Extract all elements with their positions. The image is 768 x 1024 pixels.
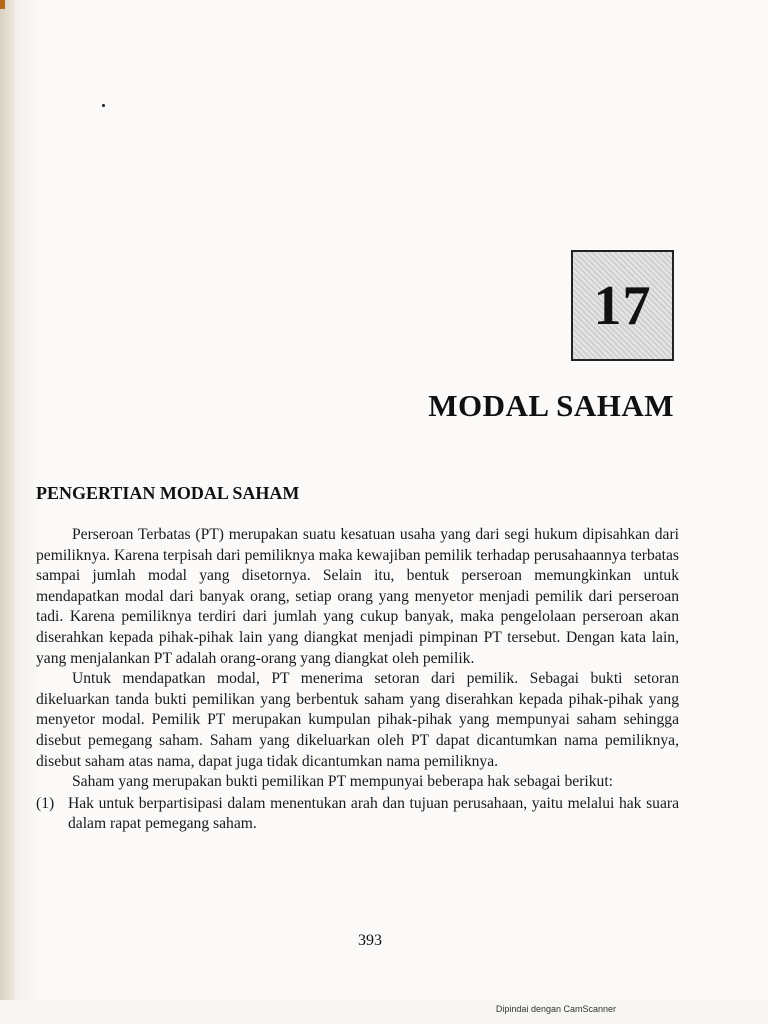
paragraph-1: Perseroan Terbatas (PT) merupakan suatu kesatuan usaha yang dari segi hukum dipisahkan dari pemiliknya. Karena terpisah dari pemiliknya maka kewajiban pemilik terhadap perusahaannya terbatas sampai jumlah modal yang disetornya. Selain itu, bentuk perseroan memungkinkan untuk mendapatkan modal dari banyak orang, setiap orang yang menyetor menjadi pemilik dari perseroan tadi. Karena pemiliknya terdiri dari jumlah yang cukup banyak, maka pengelolaan perseroan akan diserahkan kepada pihak-pihak lain yang diangkat menjadi pimpinan PT tersebut. Dengan kata lain, yang menjalankan PT adalah orang-orang yang diangkat oleh pemilik.: [36, 526, 679, 667]
body-text: [36, 525, 679, 835]
scan-speck: [102, 104, 105, 107]
page-number: 393: [358, 932, 382, 949]
list-item: [36, 794, 679, 835]
scan-corner-mark: [0, 0, 5, 9]
list-item-text: Hak untuk berpartisipasi dalam menentukan arah dan tujuan perusahaan, yaitu melalui hak suara dalam rapat pemegang saham.: [68, 794, 679, 833]
scanner-credit: Dipindai dengan CamScanner: [495, 1004, 616, 1014]
chapter-number: 17: [593, 274, 652, 337]
paragraph-3: Saham yang merupakan bukti pemilikan PT mempunyai beberapa hak sebagai berikut:: [72, 773, 614, 791]
book-spine-shadow: [0, 0, 14, 1000]
list-item-number: (1): [36, 794, 55, 812]
chapter-number-box: [571, 250, 674, 361]
chapter-title: MODAL SAHAM: [428, 388, 674, 423]
section-heading: PENGERTIAN MODAL SAHAM: [36, 483, 300, 503]
paragraph-2: Untuk mendapatkan modal, PT menerima setoran dari pemilik. Sebagai bukti setoran dikeluarkan tanda bukti pemilikan yang berbentuk saham yang diserahkan kepada pihak-pihak yang menyetor modal. Pemilik PT merupakan kumpulan pihak-pihak yang mempunyai saham sehingga disebut pemegang saham. Saham yang dikeluarkan oleh PT dapat dicantumkan nama pemiliknya, disebut saham atas nama, dapat juga tidak dicantumkan nama pemiliknya.: [36, 670, 679, 770]
